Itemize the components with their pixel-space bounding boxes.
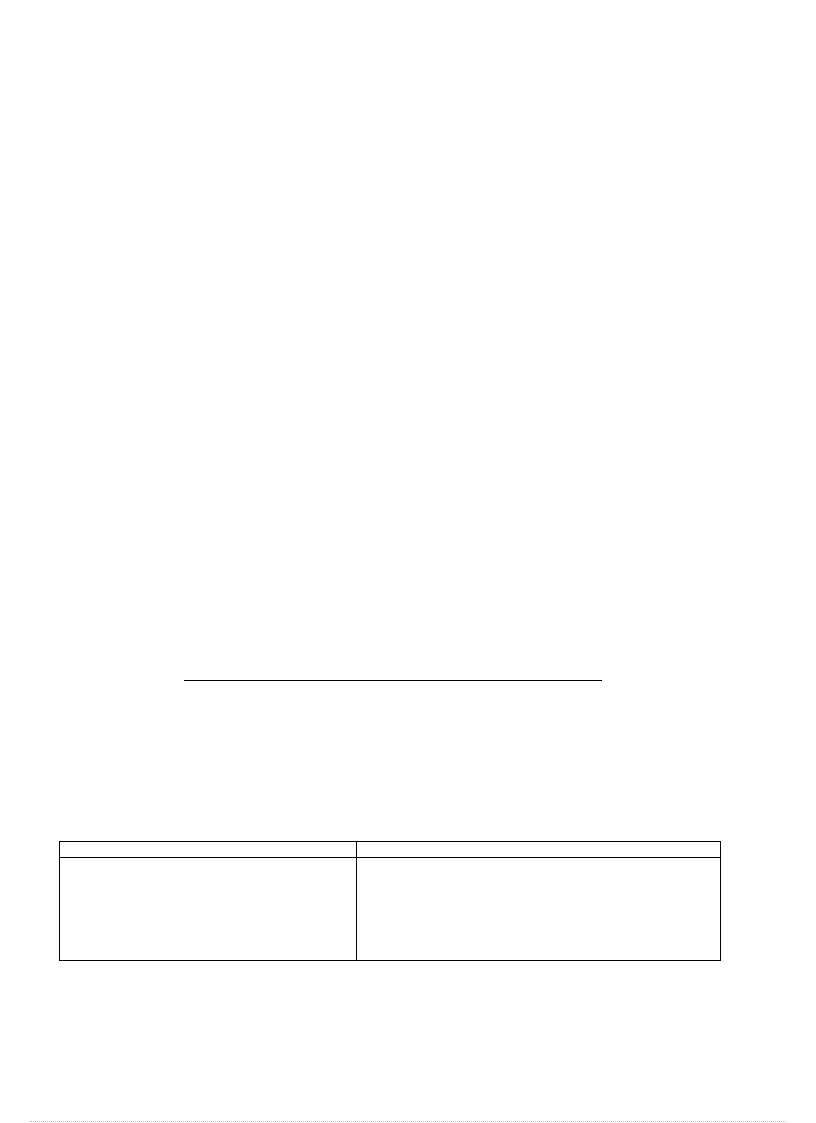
student-cell: [357, 858, 721, 961]
section-divider: [184, 680, 602, 681]
table-header-row: [60, 842, 721, 858]
activities-table: [59, 841, 721, 961]
student-column-header: [357, 842, 721, 858]
table-row: [60, 858, 721, 961]
teacher-column-header: [60, 842, 357, 858]
page-edge: [30, 1121, 786, 1122]
teacher-cell: [60, 858, 357, 961]
